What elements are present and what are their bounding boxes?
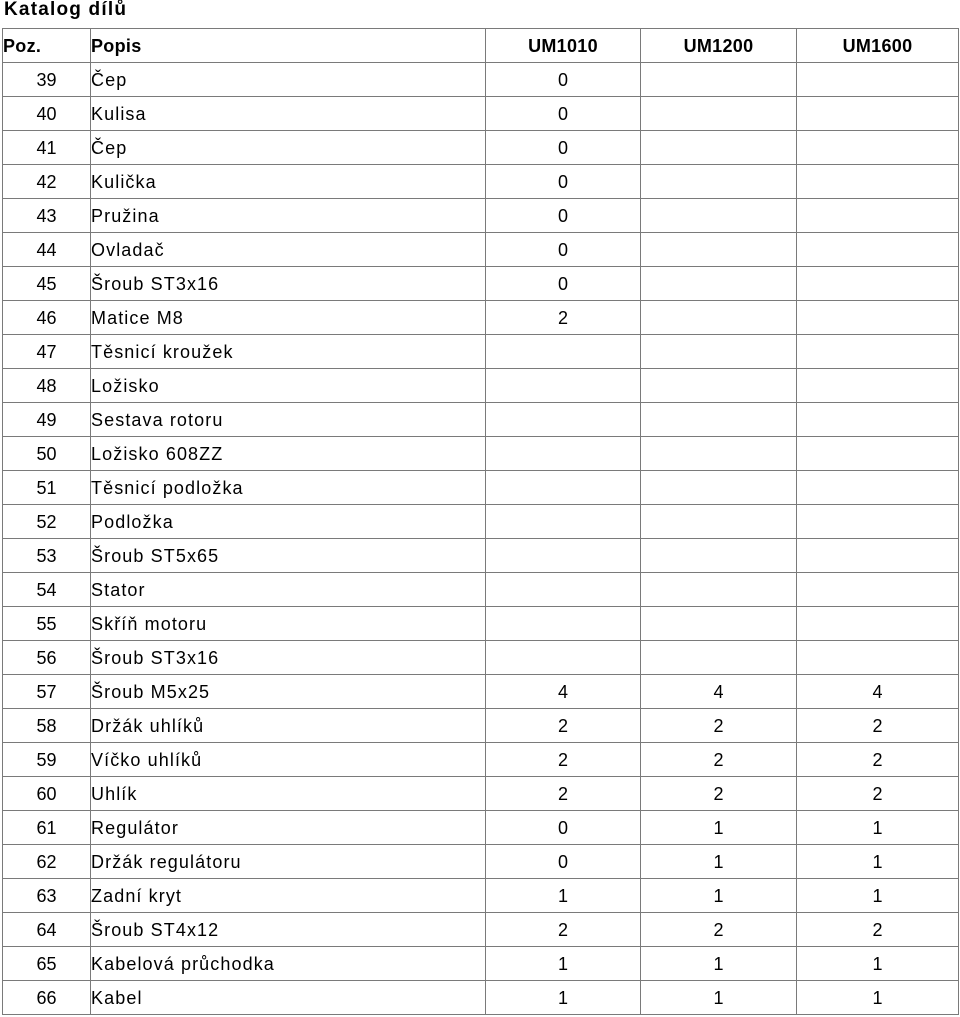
table-row (3, 913, 959, 947)
table-row (3, 471, 959, 505)
table-row (3, 437, 959, 471)
quantity-um1010-cell: 2 (486, 777, 641, 811)
parts-table-body (3, 63, 959, 1015)
quantity-um1200-cell: 1 (641, 811, 797, 845)
description-cell: Držák uhlíků (91, 709, 486, 743)
quantity-um1010-cell: 0 (486, 165, 641, 199)
quantity-um1010-cell (486, 539, 641, 573)
position-cell: 45 (3, 267, 91, 301)
header-model-um1600: UM1600 (797, 29, 959, 63)
quantity-um1600-cell (797, 63, 959, 97)
table-row (3, 403, 959, 437)
table-row (3, 879, 959, 913)
quantity-um1600-cell (797, 335, 959, 369)
position-cell: 60 (3, 777, 91, 811)
quantity-um1010-cell (486, 403, 641, 437)
position-cell: 54 (3, 573, 91, 607)
quantity-um1600-cell: 2 (797, 709, 959, 743)
table-row (3, 947, 959, 981)
table-row (3, 539, 959, 573)
description-cell: Pružina (91, 199, 486, 233)
quantity-um1200-cell (641, 471, 797, 505)
description-cell: Čep (91, 131, 486, 165)
header-position: Poz. (3, 29, 91, 63)
quantity-um1200-cell (641, 131, 797, 165)
position-cell: 43 (3, 199, 91, 233)
quantity-um1600-cell (797, 301, 959, 335)
quantity-um1010-cell: 0 (486, 131, 641, 165)
quantity-um1200-cell: 1 (641, 981, 797, 1015)
description-cell: Kabelová průchodka (91, 947, 486, 981)
quantity-um1200-cell (641, 97, 797, 131)
quantity-um1010-cell: 2 (486, 743, 641, 777)
table-row (3, 63, 959, 97)
quantity-um1600-cell (797, 505, 959, 539)
table-row (3, 743, 959, 777)
quantity-um1200-cell (641, 63, 797, 97)
table-row (3, 233, 959, 267)
description-cell: Víčko uhlíků (91, 743, 486, 777)
quantity-um1600-cell: 4 (797, 675, 959, 709)
description-cell: Ovladač (91, 233, 486, 267)
quantity-um1600-cell: 2 (797, 743, 959, 777)
table-header-row (3, 29, 959, 63)
position-cell: 52 (3, 505, 91, 539)
quantity-um1200-cell (641, 573, 797, 607)
position-cell: 56 (3, 641, 91, 675)
quantity-um1010-cell: 2 (486, 301, 641, 335)
position-cell: 48 (3, 369, 91, 403)
quantity-um1200-cell (641, 403, 797, 437)
description-cell: Šroub ST3x16 (91, 267, 486, 301)
position-cell: 39 (3, 63, 91, 97)
table-row (3, 199, 959, 233)
header-description: Popis (91, 29, 486, 63)
quantity-um1600-cell: 1 (797, 811, 959, 845)
quantity-um1600-cell (797, 97, 959, 131)
quantity-um1600-cell: 2 (797, 913, 959, 947)
description-cell: Šroub ST4x12 (91, 913, 486, 947)
quantity-um1010-cell: 0 (486, 233, 641, 267)
quantity-um1200-cell: 1 (641, 879, 797, 913)
quantity-um1200-cell (641, 199, 797, 233)
quantity-um1010-cell: 0 (486, 811, 641, 845)
position-cell: 51 (3, 471, 91, 505)
position-cell: 59 (3, 743, 91, 777)
quantity-um1200-cell (641, 335, 797, 369)
quantity-um1010-cell (486, 369, 641, 403)
quantity-um1600-cell (797, 641, 959, 675)
description-cell: Těsnicí podložka (91, 471, 486, 505)
quantity-um1010-cell: 1 (486, 947, 641, 981)
table-row (3, 607, 959, 641)
position-cell: 42 (3, 165, 91, 199)
position-cell: 46 (3, 301, 91, 335)
position-cell: 55 (3, 607, 91, 641)
table-row (3, 335, 959, 369)
quantity-um1010-cell: 1 (486, 981, 641, 1015)
quantity-um1200-cell (641, 267, 797, 301)
quantity-um1010-cell: 0 (486, 63, 641, 97)
description-cell: Těsnicí kroužek (91, 335, 486, 369)
table-row (3, 981, 959, 1015)
quantity-um1600-cell (797, 369, 959, 403)
position-cell: 57 (3, 675, 91, 709)
quantity-um1200-cell (641, 437, 797, 471)
quantity-um1200-cell: 1 (641, 947, 797, 981)
table-row (3, 97, 959, 131)
position-cell: 63 (3, 879, 91, 913)
position-cell: 44 (3, 233, 91, 267)
page-title: Katalog dílů (4, 0, 128, 20)
position-cell: 50 (3, 437, 91, 471)
quantity-um1200-cell (641, 369, 797, 403)
description-cell: Ložisko (91, 369, 486, 403)
description-cell: Uhlík (91, 777, 486, 811)
position-cell: 66 (3, 981, 91, 1015)
position-cell: 49 (3, 403, 91, 437)
description-cell: Stator (91, 573, 486, 607)
table-row (3, 131, 959, 165)
table-row (3, 709, 959, 743)
position-cell: 40 (3, 97, 91, 131)
quantity-um1600-cell (797, 233, 959, 267)
quantity-um1010-cell (486, 607, 641, 641)
quantity-um1010-cell: 2 (486, 913, 641, 947)
quantity-um1010-cell (486, 471, 641, 505)
quantity-um1200-cell (641, 539, 797, 573)
position-cell: 41 (3, 131, 91, 165)
quantity-um1600-cell (797, 471, 959, 505)
table-row (3, 301, 959, 335)
quantity-um1600-cell: 1 (797, 981, 959, 1015)
quantity-um1200-cell (641, 301, 797, 335)
quantity-um1010-cell: 0 (486, 267, 641, 301)
quantity-um1010-cell (486, 573, 641, 607)
table-row (3, 505, 959, 539)
quantity-um1200-cell (641, 233, 797, 267)
description-cell: Ložisko 608ZZ (91, 437, 486, 471)
description-cell: Šroub ST3x16 (91, 641, 486, 675)
position-cell: 47 (3, 335, 91, 369)
quantity-um1010-cell: 0 (486, 845, 641, 879)
quantity-um1200-cell: 2 (641, 743, 797, 777)
description-cell: Čep (91, 63, 486, 97)
description-cell: Regulátor (91, 811, 486, 845)
quantity-um1010-cell (486, 505, 641, 539)
header-model-um1200: UM1200 (641, 29, 797, 63)
table-row (3, 777, 959, 811)
description-cell: Kulisa (91, 97, 486, 131)
quantity-um1200-cell (641, 165, 797, 199)
quantity-um1600-cell (797, 437, 959, 471)
position-cell: 64 (3, 913, 91, 947)
quantity-um1010-cell: 0 (486, 199, 641, 233)
description-cell: Kulička (91, 165, 486, 199)
quantity-um1010-cell: 0 (486, 97, 641, 131)
description-cell: Skříň motoru (91, 607, 486, 641)
quantity-um1600-cell (797, 267, 959, 301)
table-row (3, 369, 959, 403)
quantity-um1010-cell: 1 (486, 879, 641, 913)
description-cell: Podložka (91, 505, 486, 539)
quantity-um1010-cell (486, 335, 641, 369)
quantity-um1600-cell: 1 (797, 879, 959, 913)
quantity-um1600-cell (797, 165, 959, 199)
table-row (3, 267, 959, 301)
quantity-um1600-cell (797, 573, 959, 607)
table-row (3, 811, 959, 845)
position-cell: 65 (3, 947, 91, 981)
description-cell: Šroub M5x25 (91, 675, 486, 709)
position-cell: 58 (3, 709, 91, 743)
quantity-um1200-cell: 2 (641, 709, 797, 743)
quantity-um1200-cell: 4 (641, 675, 797, 709)
parts-table (2, 28, 959, 1015)
quantity-um1200-cell (641, 641, 797, 675)
quantity-um1600-cell (797, 199, 959, 233)
quantity-um1600-cell (797, 131, 959, 165)
quantity-um1600-cell: 1 (797, 845, 959, 879)
quantity-um1200-cell: 1 (641, 845, 797, 879)
quantity-um1200-cell: 2 (641, 913, 797, 947)
position-cell: 53 (3, 539, 91, 573)
quantity-um1200-cell (641, 505, 797, 539)
quantity-um1200-cell (641, 607, 797, 641)
table-row (3, 845, 959, 879)
description-cell: Držák regulátoru (91, 845, 486, 879)
quantity-um1600-cell: 1 (797, 947, 959, 981)
position-cell: 62 (3, 845, 91, 879)
header-model-um1010: UM1010 (486, 29, 641, 63)
position-cell: 61 (3, 811, 91, 845)
description-cell: Zadní kryt (91, 879, 486, 913)
quantity-um1600-cell (797, 539, 959, 573)
table-row (3, 641, 959, 675)
description-cell: Matice M8 (91, 301, 486, 335)
quantity-um1200-cell: 2 (641, 777, 797, 811)
table-row (3, 675, 959, 709)
table-row (3, 573, 959, 607)
quantity-um1600-cell (797, 403, 959, 437)
description-cell: Kabel (91, 981, 486, 1015)
quantity-um1600-cell: 2 (797, 777, 959, 811)
table-row (3, 165, 959, 199)
quantity-um1010-cell (486, 437, 641, 471)
quantity-um1010-cell (486, 641, 641, 675)
description-cell: Šroub ST5x65 (91, 539, 486, 573)
quantity-um1600-cell (797, 607, 959, 641)
quantity-um1010-cell: 2 (486, 709, 641, 743)
quantity-um1010-cell: 4 (486, 675, 641, 709)
description-cell: Sestava rotoru (91, 403, 486, 437)
